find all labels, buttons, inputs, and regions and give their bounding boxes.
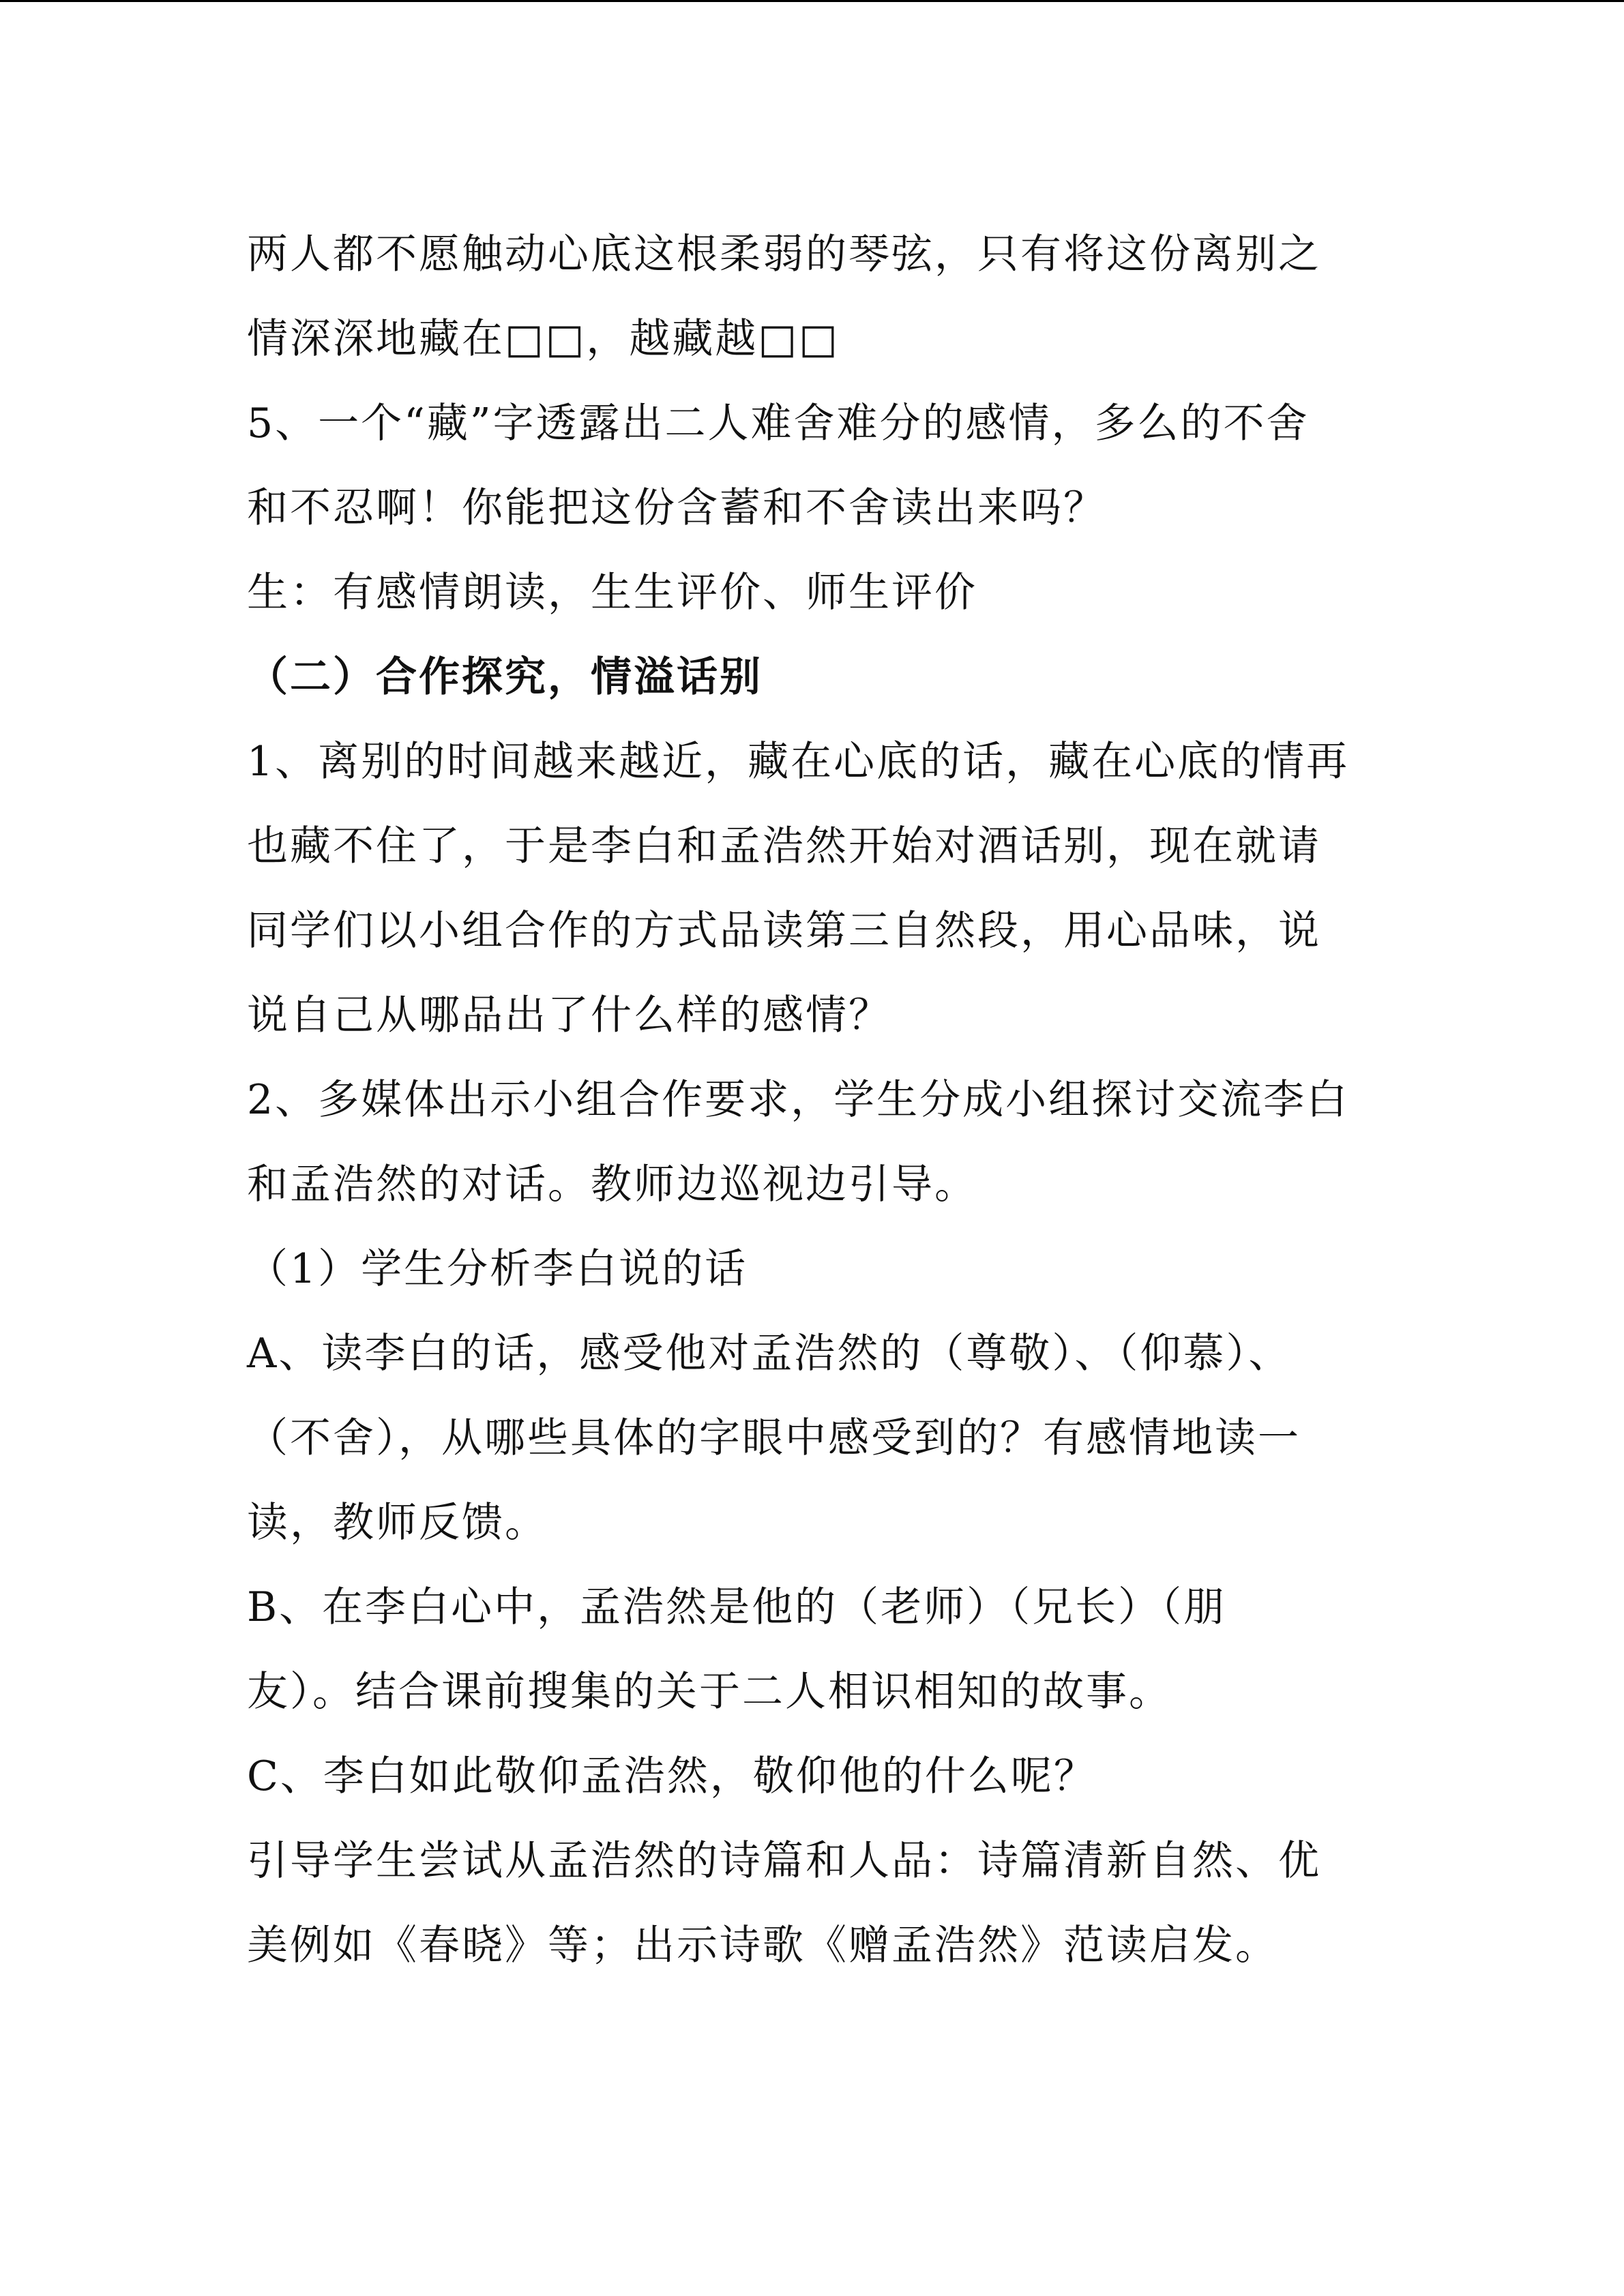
paragraph-line: 和孟浩然的对话。教师边巡视边引导。 [247, 1161, 977, 1208]
paragraph-line: 引导学生尝试从孟浩然的诗篇和人品：诗篇清新自然、优 [247, 1837, 1321, 1885]
paragraph-line: 同学们以小组合作的方式品读第三自然段，用心品味，说 [247, 907, 1321, 955]
document-body [247, 212, 1365, 1988]
paragraph-line: 和不忍啊！你能把这份含蓄和不舍读出来吗？ [247, 484, 1106, 532]
paragraph-line: 美例如《春晓》等；出示诗歌《赠孟浩然》范读启发。 [247, 1922, 1278, 1969]
paragraph-line: 情深深地藏在□□，越藏越□□ [247, 315, 840, 363]
point-b: B、在李白心中，孟浩然是他的（老师）（兄长）（朋 [247, 1583, 1227, 1631]
paragraph-line: （不舍），从哪些具体的字眼中感受到的？有感情地读一 [247, 1414, 1301, 1462]
paragraph-line: 也藏不住了，于是李白和孟浩然开始对酒话别，现在就请 [247, 822, 1321, 870]
list-item-2: 2、多媒体出示小组合作要求，学生分成小组探讨交流李白 [247, 1076, 1350, 1124]
list-item-5: 5、一个“藏”字透露出二人难舍难分的感情，多么的不舍 [247, 400, 1310, 447]
list-item-1: 1、离别的时间越来越近，藏在心底的话，藏在心底的情再 [247, 738, 1350, 786]
paragraph-line: 生：有感情朗读，生生评价、师生评价 [247, 569, 977, 616]
sub-item-1: （1）学生分析李白说的话 [247, 1245, 748, 1293]
paragraph-line: 读，教师反馈。 [247, 1499, 548, 1547]
paragraph-line: 两人都不愿触动心底这根柔弱的琴弦，只有将这份离别之 [247, 230, 1321, 278]
point-a: A、读李白的话，感受他对孟浩然的（尊敬）、（仰慕）、 [247, 1330, 1292, 1377]
section-heading: （二）合作探究，情溢话别 [247, 653, 763, 701]
paragraph-line: 说自己从哪品出了什么样的感情？ [247, 992, 891, 1039]
point-c: C、李白如此敬仰孟浩然，敬仰他的什么呢？ [247, 1753, 1097, 1800]
paragraph-line: 友）。结合课前搜集的关于二人相识相知的故事。 [247, 1668, 1172, 1716]
